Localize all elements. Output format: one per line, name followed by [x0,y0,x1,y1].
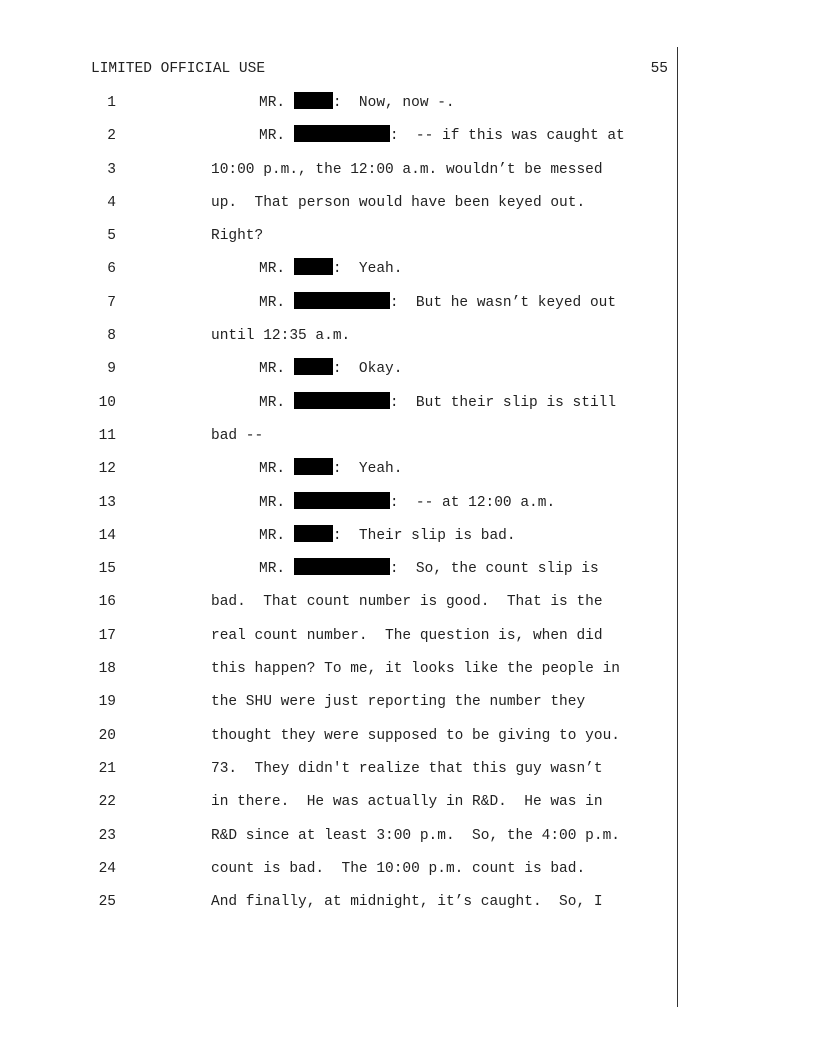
speaker-line-text [259,453,402,486]
speaker-line-text [259,520,516,553]
speaker-prefix: MR. [259,261,294,278]
transcript-line [0,120,680,153]
line-number: 22 [98,794,116,811]
speaker-line-text [259,120,625,153]
speaker-text: : Yeah. [332,261,403,278]
transcript-line [0,187,680,220]
redaction-box [294,525,333,542]
speaker-line-text [259,487,555,520]
speaker-line-text [259,387,616,420]
speaker-text: : Okay. [332,361,403,378]
transcript-line [0,453,680,486]
transcript-line [0,586,680,619]
line-text: thought they were supposed to be giving to you. [211,727,620,744]
speaker-text: : -- at 12:00 a.m. [389,494,556,511]
line-number: 25 [98,894,116,911]
speaker-prefix: MR. [259,527,294,544]
line-number: 10 [98,394,116,411]
line-text: And finally, at midnight, it’s caught. So, I [211,894,603,911]
speaker-line-text [259,253,402,286]
line-text: count is bad. The 10:00 p.m. count is bad. [211,860,586,877]
transcript-line [0,220,680,253]
speaker-prefix: MR. [259,394,294,411]
line-text: Right? [211,228,264,245]
transcript-line [0,753,680,786]
line-number: 6 [107,261,116,278]
transcript-line [0,853,680,886]
line-number: 17 [98,627,116,644]
transcript-line [0,320,680,353]
transcript-line [0,87,680,120]
line-text: bad. That count number is good. That is the [211,594,603,611]
transcript-line [0,353,680,386]
redaction-box [294,258,333,275]
speaker-text: : -- if this was caught at [389,128,625,145]
redaction-box [294,125,390,142]
line-text: up. That person would have been keyed out. [211,194,586,211]
redaction-box [294,558,390,575]
classification-header: LIMITED OFFICIAL USE [91,61,266,77]
transcript-line [0,520,680,553]
line-text: 10:00 p.m., the 12:00 a.m. wouldn’t be messed [211,161,603,178]
transcript-lines [0,87,680,919]
redaction-box [294,458,333,475]
line-number: 5 [107,228,116,245]
line-number: 12 [98,461,116,478]
redaction-box [294,292,390,309]
transcript-line [0,686,680,719]
line-text: bad -- [211,427,264,444]
speaker-text: : But their slip is still [389,394,617,411]
speaker-text: : But he wasn’t keyed out [389,294,617,311]
page-number: 55 [650,61,668,77]
line-number: 8 [107,328,116,345]
transcript-line [0,886,680,919]
speaker-text: : Their slip is bad. [332,527,516,544]
line-number: 24 [98,860,116,877]
speaker-prefix: MR. [259,494,294,511]
line-number: 15 [98,561,116,578]
redaction-box [294,358,333,375]
line-number: 13 [98,494,116,511]
redaction-box [294,92,333,109]
line-number: 14 [98,527,116,544]
line-number: 23 [98,827,116,844]
redaction-box [294,392,390,409]
transcript-line [0,820,680,853]
transcript-line [0,287,680,320]
transcript-line [0,553,680,586]
speaker-line-text [259,353,402,386]
line-number: 7 [107,294,116,311]
line-text: R&D since at least 3:00 p.m. So, the 4:00 p.m. [211,827,620,844]
transcript-line [0,253,680,286]
line-number: 20 [98,727,116,744]
transcript-line [0,620,680,653]
speaker-line-text [259,553,599,586]
speaker-line-text [259,287,616,320]
line-number: 18 [98,661,116,678]
transcript-line [0,653,680,686]
transcript-line [0,420,680,453]
speaker-prefix: MR. [259,95,294,111]
line-text: until 12:35 a.m. [211,328,351,345]
redaction-box [294,492,390,509]
line-number: 11 [98,427,116,444]
line-text: real count number. The question is, when did [211,627,603,644]
transcript-line [0,786,680,819]
line-text: this happen? To me, it looks like the people in [211,661,620,678]
speaker-prefix: MR. [259,128,294,145]
line-number: 9 [107,361,116,378]
speaker-text: : Yeah. [332,461,403,478]
transcript-line [0,154,680,187]
line-number: 4 [107,194,116,211]
line-number: 1 [107,95,116,111]
speaker-text: : So, the count slip is [389,561,599,578]
speaker-text: : Now, now -. [332,95,455,111]
line-number: 21 [98,760,116,777]
speaker-prefix: MR. [259,461,294,478]
line-number: 2 [107,128,116,145]
transcript-line [0,387,680,420]
line-number: 16 [98,594,116,611]
line-text: 73. They didn't realize that this guy wasn’t [211,760,603,777]
transcript-line [0,720,680,753]
speaker-line-text [259,87,455,120]
speaker-prefix: MR. [259,361,294,378]
line-text: the SHU were just reporting the number they [211,694,586,711]
line-text: in there. He was actually in R&D. He was in [211,794,603,811]
line-number: 19 [98,694,116,711]
transcript-line [0,487,680,520]
line-number: 3 [107,161,116,178]
speaker-prefix: MR. [259,561,294,578]
speaker-prefix: MR. [259,294,294,311]
